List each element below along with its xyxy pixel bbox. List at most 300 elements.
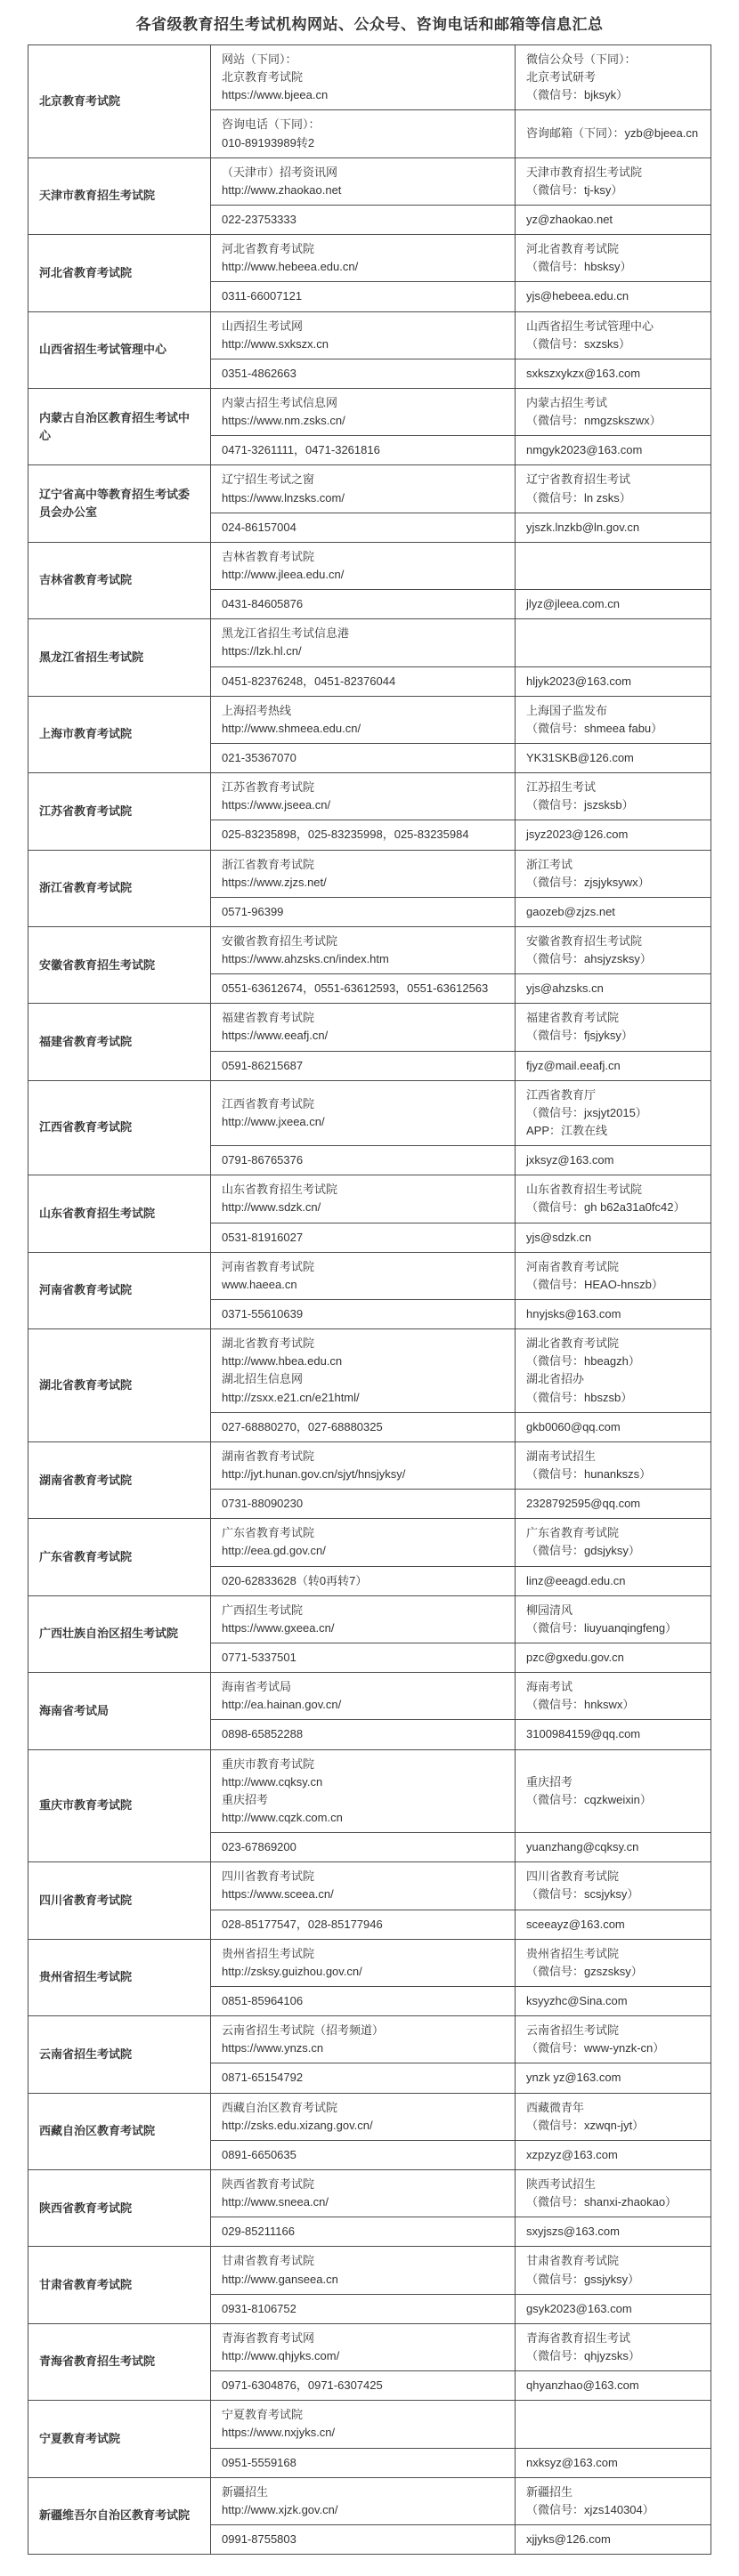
text-line: 辽宁招生考试之窗 [222,472,315,487]
phone-cell [211,436,516,465]
text-line: 陕西省教育考试院 [222,2176,315,2191]
phone-cell [211,2448,516,2477]
text-line: 0851-85964106 [222,1993,304,2007]
text-line: 柳园清风 [526,1603,573,1617]
email-cell: ksyyzhc@Sina.com [516,1986,711,2015]
website-cell [211,157,516,205]
text-line: 湖南省教育考试院 [222,1449,315,1463]
text-line: 020-62833628（转0再转7） [222,1573,368,1587]
org-cell: 云南省招生考试院 [28,2016,211,2093]
phone-cell [211,743,516,772]
text-line: 山西省招生考试管理中心 [526,319,654,333]
text-line: （微信号：qhjyzsks） [526,2348,640,2362]
text-line: 微信公众号（下同）： [526,52,637,66]
wechat-cell [516,45,711,110]
text-line: （天津市）招考资讯网 [222,165,338,179]
wechat-cell [516,773,711,820]
website-cell [211,1519,516,1566]
email-cell: hnyjsks@163.com [516,1300,711,1329]
website-cell [211,926,516,973]
website-cell [211,1080,516,1145]
text-line: 内蒙古招生考试 [526,395,608,409]
text-line: 海南考试 [526,1680,573,1694]
phone-cell [211,1300,516,1329]
wechat-cell [516,311,711,359]
text-line: http://www.jxeea.cn/ [222,1114,325,1128]
text-line: （微信号：hbeagzh） [526,1354,640,1369]
table-row [28,773,711,820]
text-line: （微信号：hunankszs） [526,1467,652,1482]
wechat-cell [516,619,711,666]
text-line: 0991-8755803 [222,2532,296,2546]
phone-cell [211,1223,516,1252]
text-line: 0931-8106752 [222,2301,296,2315]
website-cell [211,1441,516,1489]
text-line: https://www.lnzsks.com/ [222,490,345,505]
text-line: http://zsks.edu.xizang.gov.cn/ [222,2118,373,2132]
email-cell: sxkszxykzx@163.com [516,359,711,388]
org-cell: 河南省教育考试院 [28,1252,211,1328]
phone-cell [211,1643,516,1673]
text-line: 四川省教育考试院 [222,1869,315,1884]
text-line: 浙江考试 [526,857,573,871]
table-row [28,1329,711,1413]
text-line: （微信号：cqzkweixin） [526,1792,652,1806]
wechat-cell [516,2169,711,2217]
wechat-cell [516,2016,711,2063]
email-cell: gkb0060@qq.com [516,1412,711,1441]
phone-cell [211,820,516,850]
text-line: 北京教育考试院 [222,70,304,85]
wechat-cell [516,1673,711,1720]
org-cell: 海南省考试局 [28,1673,211,1749]
text-line: 甘肃省教育考试院 [222,2254,315,2268]
phone-cell [211,1146,516,1175]
text-line: 湖北省教育考试院 [526,1336,620,1351]
table-row [28,2323,711,2370]
text-line: 028-85177547，028-85177946 [222,1917,383,1931]
org-cell: 贵州省招生考试院 [28,1939,211,2015]
text-line: 内蒙古招生考试信息网 [222,395,338,409]
text-line: （微信号：scsjyksy） [526,1887,639,1902]
wechat-cell [516,1175,711,1223]
phone-cell [211,590,516,619]
email-cell: nxksyz@163.com [516,2448,711,2477]
email-cell: jsyz2023@126.com [516,820,711,850]
email-cell: 咨询邮箱（下同）：yzb@bjeea.cn [516,110,711,157]
email-cell: hljyk2023@163.com [516,666,711,696]
text-line: 江苏省教育考试院 [222,780,315,795]
table-row [28,1080,711,1145]
email-cell: yjs@ahzsks.cn [516,974,711,1004]
phone-cell [211,1490,516,1519]
text-line: http://zsxx.e21.cn/e21html/ [222,1390,360,1404]
wechat-cell [516,235,711,282]
text-line: （微信号：ln zsks） [526,490,631,505]
org-cell: 陕西省教育考试院 [28,2169,211,2246]
wechat-cell [516,2323,711,2370]
org-cell: 北京教育考试院 [28,45,211,158]
wechat-cell [516,1595,711,1643]
text-line: 云南省招生考试院 [526,2023,620,2038]
text-line: https://www.ahzsks.cn/index.htm [222,952,389,966]
table-row [28,926,711,973]
info-table [28,44,711,2555]
text-line: https://lzk.hl.cn/ [222,644,302,658]
phone-cell [211,666,516,696]
table-row [28,1595,711,1643]
text-line: 甘肃省教育考试院 [526,2254,620,2268]
website-cell [211,1595,516,1643]
table-row [28,1175,711,1223]
wechat-cell [516,696,711,743]
org-cell: 湖南省教育考试院 [28,1441,211,1518]
text-line: （微信号：hnkswx） [526,1698,635,1712]
website-cell [211,1329,516,1413]
text-line: 宁夏教育考试院 [222,2408,304,2422]
text-line: 福建省教育考试院 [526,1011,620,1025]
text-line: （微信号：xjzs140304） [526,2502,654,2516]
text-line: （微信号：gdsjyksy） [526,1544,640,1558]
wechat-cell [516,1080,711,1145]
text-line: http://jyt.hunan.gov.cn/sjyt/hnsjyksy/ [222,1467,406,1482]
text-line: 河南省教育考试院 [222,1259,315,1273]
text-line: www.haeea.cn [222,1277,297,1291]
phone-cell [211,205,516,234]
text-line: 咨询电话（下同）： [222,117,321,132]
text-line: https://www.nxjyks.cn/ [222,2426,336,2440]
email-cell: yjs@hebeea.edu.cn [516,282,711,311]
wechat-cell [516,2401,711,2448]
table-row [28,696,711,743]
text-line: 0471-3261111，0471-3261816 [222,443,380,457]
website-cell [211,619,516,666]
table-row [28,2477,711,2524]
phone-cell [211,2063,516,2093]
wechat-cell [516,1329,711,1413]
text-line: 浙江省教育考试院 [222,857,315,871]
text-line: http://www.ganseea.cn [222,2272,338,2286]
website-cell [211,696,516,743]
phone-cell [211,513,516,542]
text-line: 北京考试研考 [526,70,597,85]
org-cell: 辽宁省高中等教育招生考试委员会办公室 [28,465,211,542]
website-cell [211,2169,516,2217]
text-line: http://www.sneea.cn/ [222,2195,329,2209]
text-line: （微信号：www-ynzk-cn） [526,2041,665,2055]
text-line: 湖北省招办 [526,1372,585,1386]
website-cell [211,2093,516,2140]
text-line: https://www.ynzs.cn [222,2041,324,2055]
text-line: 025-83235898，025-83235998，025-83235984 [222,828,469,842]
text-line: 青海省教育考试网 [222,2330,315,2345]
table-row [28,45,711,110]
text-line: 河北省教育考试院 [526,242,620,256]
email-cell: qhyanzhao@163.com [516,2371,711,2401]
org-cell: 重庆市教育考试院 [28,1749,211,1862]
website-cell [211,2016,516,2063]
org-cell: 福建省教育考试院 [28,1004,211,1080]
org-cell: 宁夏教育考试院 [28,2401,211,2477]
text-line: http://www.qhjyks.com/ [222,2348,340,2362]
email-cell: jlyz@jleea.com.cn [516,590,711,619]
text-line: 江西省教育考试院 [222,1096,315,1110]
table-row [28,2247,711,2294]
text-line: （微信号：tj-ksy） [526,182,623,197]
email-cell: yuanzhang@cqksy.cn [516,1833,711,1862]
text-line: http://www.xjzk.gov.cn/ [222,2502,338,2516]
text-line: 0891-6650635 [222,2147,296,2161]
text-line: （微信号：liuyuanqingfeng） [526,1620,678,1635]
text-line: 山东省教育招生考试院 [222,1183,338,1197]
text-line: 重庆市教育考试院 [222,1756,315,1771]
org-cell: 吉林省教育考试院 [28,542,211,618]
text-line: 广东省教育考试院 [526,1526,620,1540]
text-line: （微信号：shanxi-zhaokao） [526,2195,678,2209]
phone-cell [211,1720,516,1749]
text-line: 四川省教育考试院 [526,1869,620,1884]
phone-cell [211,1833,516,1862]
text-line: http://eea.gd.gov.cn/ [222,1544,326,1558]
text-line: 重庆招考 [222,1792,269,1806]
text-line: （微信号：fjsjyksy） [526,1029,633,1043]
text-line: （微信号：gssjyksy） [526,2272,640,2286]
text-line: 陕西考试招生 [526,2176,597,2191]
website-cell [211,2401,516,2448]
table-row [28,2093,711,2140]
org-cell: 河北省教育考试院 [28,235,211,311]
table-row [28,311,711,359]
website-cell [211,235,516,282]
org-cell: 浙江省教育考试院 [28,850,211,926]
text-line: 0898-65852288 [222,1727,304,1741]
text-line: http://www.cqksy.cn [222,1774,323,1789]
wechat-cell [516,542,711,589]
website-cell [211,1749,516,1833]
text-line: （微信号：jxsjyt2015） [526,1105,647,1119]
text-line: 贵州省招生考试院 [222,1946,315,1960]
text-line: 010-89193989转2 [222,135,315,149]
website-cell [211,45,516,110]
text-line: https://www.zjzs.net/ [222,875,327,889]
phone-cell [211,110,516,157]
text-line: 江西省教育厅 [526,1087,597,1102]
website-cell [211,2323,516,2370]
text-line: （微信号：hbszsb） [526,1390,633,1404]
text-line: 0371-55610639 [222,1307,304,1321]
text-line: 新疆招生 [526,2484,573,2499]
phone-cell [211,359,516,388]
org-cell: 新疆维吾尔自治区教育考试院 [28,2477,211,2554]
text-line: 0451-82376248，0451-82376044 [222,674,396,688]
email-cell: yjszk.lnzkb@ln.gov.cn [516,513,711,542]
text-line: 网站（下同）： [222,52,297,66]
email-cell: gsyk2023@163.com [516,2294,711,2323]
org-cell: 青海省教育招生考试院 [28,2323,211,2400]
text-line: http://zsksy.guizhou.gov.cn/ [222,1964,362,1978]
table-row [28,1862,711,1910]
table-row [28,2169,711,2217]
text-line: （微信号：sxzsks） [526,336,631,351]
text-line: （微信号：gh b62a31a0fc42） [526,1200,686,1215]
email-cell: yz@zhaokao.net [516,205,711,234]
text-line: 0591-86215687 [222,1058,304,1072]
org-cell: 甘肃省教育考试院 [28,2247,211,2323]
email-cell: yjs@sdzk.cn [516,1223,711,1252]
text-line: 0311-66007121 [222,289,303,303]
text-line: （微信号：bjksyk） [526,88,629,102]
text-line: 福建省教育考试院 [222,1011,315,1025]
phone-cell [211,1051,516,1080]
org-cell: 西藏自治区教育考试院 [28,2093,211,2169]
table-row [28,2401,711,2448]
text-line: 云南省招生考试院（招考频道） [222,2023,385,2038]
text-line: （微信号：jszsksb） [526,798,634,812]
text-line: 西藏微青年 [526,2100,585,2114]
text-line: 0971-6304876，0971-6307425 [222,2378,383,2393]
phone-cell [211,2371,516,2401]
email-cell: YK31SKB@126.com [516,743,711,772]
text-line: 0951-5559168 [222,2455,296,2469]
text-line: 湖北省教育考试院 [222,1336,315,1351]
text-line: http://www.jleea.edu.cn/ [222,567,345,581]
website-cell [211,1175,516,1223]
text-line: http://www.hbea.edu.cn [222,1354,343,1369]
phone-cell [211,2294,516,2323]
text-line: 0431-84605876 [222,597,304,611]
text-line: 022-23753333 [222,212,296,226]
text-line: （微信号：gzszsksy） [526,1964,643,1978]
phone-cell [211,1566,516,1595]
text-line: 天津市教育招生考试院 [526,165,643,179]
text-line: （微信号：zjsjyksywx） [526,875,650,889]
wechat-cell [516,157,711,205]
text-line: 山东省教育招生考试院 [526,1183,643,1197]
email-cell: sceeayz@163.com [516,1910,711,1939]
text-line: 广西招生考试院 [222,1603,304,1617]
phone-cell [211,2140,516,2169]
table-row [28,1519,711,1566]
text-line: http://www.hebeea.edu.cn/ [222,260,359,274]
text-line: https://www.bjeea.cn [222,88,329,102]
text-line: 西藏自治区教育考试院 [222,2100,338,2114]
wechat-cell [516,1441,711,1489]
text-line: （微信号：HEAO-hnszb） [526,1277,663,1291]
website-cell [211,465,516,513]
wechat-cell [516,1862,711,1910]
website-cell [211,2477,516,2524]
text-line: 上海招考热线 [222,703,292,717]
wechat-cell [516,850,711,897]
org-cell: 湖北省教育考试院 [28,1329,211,1442]
text-line: http://www.sdzk.cn/ [222,1200,321,1215]
org-cell: 山东省教育招生考试院 [28,1175,211,1252]
text-line: https://www.gxeea.cn/ [222,1620,335,1635]
text-line: 024-86157004 [222,520,296,534]
table-row [28,542,711,589]
text-line: http://www.sxkszx.cn [222,336,329,351]
table-row [28,157,711,205]
website-cell [211,2247,516,2294]
page-title: 各省级教育招生考试机构网站、公众号、咨询电话和邮箱等信息汇总 [135,16,604,33]
email-cell: gaozeb@zjzs.net [516,897,711,926]
table-row [28,1441,711,1489]
text-line: 安徽省教育招生考试院 [526,933,643,948]
wechat-cell [516,1004,711,1051]
table-row [28,1749,711,1833]
text-line: http://www.zhaokao.net [222,182,342,197]
table-row [28,388,711,435]
text-line: 吉林省教育考试院 [222,549,315,563]
org-cell: 广东省教育考试院 [28,1519,211,1595]
text-line: 0871-65154792 [222,2071,304,2085]
org-cell: 黑龙江省招生考试院 [28,619,211,696]
text-line: 贵州省招生考试院 [526,1946,620,1960]
text-line: https://www.eeafj.cn/ [222,1029,329,1043]
table-row [28,1939,711,1986]
website-cell [211,850,516,897]
email-cell: 2328792595@qq.com [516,1490,711,1519]
table-row [28,465,711,513]
text-line: （微信号：nmgzskszwx） [526,414,662,428]
phone-cell [211,2217,516,2247]
wechat-cell [516,2477,711,2524]
text-line: 上海国子监发布 [526,703,608,717]
text-line: https://www.jseea.cn/ [222,798,331,812]
text-line: 广东省教育考试院 [222,1526,315,1540]
website-cell [211,1939,516,1986]
text-line: http://ea.hainan.gov.cn/ [222,1698,342,1712]
table-row [28,235,711,282]
website-cell [211,1862,516,1910]
website-cell [211,311,516,359]
text-line: 0351-4862663 [222,366,296,380]
email-cell: xjjyks@126.com [516,2524,711,2554]
text-line: （微信号：xzwqn-jyt） [526,2118,645,2132]
text-line: 0571-96399 [222,904,284,918]
text-line: 江苏招生考试 [526,780,597,795]
wechat-cell [516,1519,711,1566]
text-line: 河南省教育考试院 [526,1259,620,1273]
text-line: 023-67869200 [222,1840,296,1854]
email-cell: fjyz@mail.eeafj.cn [516,1051,711,1080]
email-cell: xzpzyz@163.com [516,2140,711,2169]
text-line: https://www.nm.zsks.cn/ [222,414,345,428]
org-cell: 江西省教育考试院 [28,1080,211,1175]
org-cell: 四川省教育考试院 [28,1862,211,1939]
phone-cell [211,1910,516,1939]
text-line: http://www.cqzk.com.cn [222,1810,343,1824]
table-row [28,2016,711,2063]
org-cell: 广西壮族自治区招生考试院 [28,1595,211,1672]
org-cell: 安徽省教育招生考试院 [28,926,211,1003]
text-line: http://www.shmeea.edu.cn/ [222,721,361,735]
wechat-cell [516,1749,711,1833]
text-line: 0551-63612674，0551-63612593，0551-63612563 [222,981,489,996]
phone-cell [211,1412,516,1441]
text-line: 湖南考试招生 [526,1449,597,1463]
wechat-cell [516,2093,711,2140]
org-cell: 天津市教育招生考试院 [28,157,211,234]
text-line: 安徽省教育招生考试院 [222,933,338,948]
table-body [28,45,711,2555]
text-line: 黑龙江省招生考试信息港 [222,626,350,641]
email-cell: sxyjszs@163.com [516,2217,711,2247]
text-line: 青海省教育招生考试 [526,2330,631,2345]
email-cell: 3100984159@qq.com [516,1720,711,1749]
text-line: 0771-5337501 [222,1651,296,1664]
table-row [28,1673,711,1720]
